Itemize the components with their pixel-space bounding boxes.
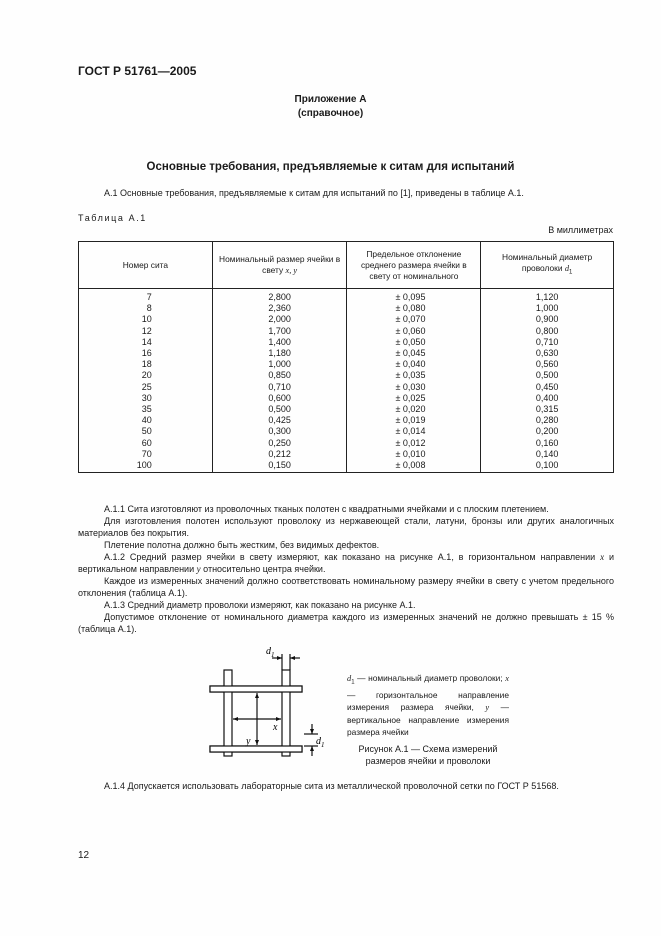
table-row <box>79 326 614 337</box>
cell-sieve-number: 14 <box>79 337 213 348</box>
cell-mesh-size: 0,600 <box>212 393 347 404</box>
table-row <box>79 337 614 348</box>
cell-mesh-size: 0,425 <box>212 415 347 426</box>
col-header-deviation: Предельное отклонение среднего размера ячейки в свету от номинального <box>347 242 481 289</box>
label-y: y <box>246 736 251 747</box>
table-row <box>79 370 614 381</box>
cell-wire-diameter: 0,560 <box>481 359 614 370</box>
cell-deviation: ± 0,080 <box>347 303 481 314</box>
table-row <box>79 314 614 325</box>
cell-sieve-number: 18 <box>79 359 213 370</box>
wire-vertical-left <box>224 670 232 756</box>
paragraph-a13: А.1.3 Средний диаметр проволоки измеряют, как показано на рисунке А.1. <box>104 600 416 610</box>
col-header-wire-diameter-text: Номинальный диаметр проволоки <box>502 251 593 273</box>
wire-horizontal-top-over <box>210 686 302 692</box>
cell-sieve-number: 25 <box>79 382 213 393</box>
wire-vertical-right <box>282 670 290 756</box>
paragraph-a12-part1: А.1.2 Средний размер ячейки в свету измеряют, как показано на рисунке А.1, в горизонтальном направлении <box>104 552 596 562</box>
table-row <box>79 382 614 393</box>
cell-wire-diameter: 0,800 <box>481 326 614 337</box>
col-header-mesh-size-text: Номинальный размер ячейки в свету <box>219 254 341 275</box>
section-title: Основные требования, предъявляемые к ситам для испытаний <box>146 161 515 173</box>
cell-wire-diameter: 0,280 <box>481 415 614 426</box>
legend-d: d <box>347 674 352 683</box>
cell-mesh-size: 0,212 <box>212 449 347 460</box>
wire-horizontal-bottom-over <box>210 746 302 752</box>
cell-deviation: ± 0,014 <box>347 426 481 437</box>
cell-mesh-size: 1,180 <box>212 348 347 359</box>
cell-wire-diameter: 0,200 <box>481 426 614 437</box>
legend-x-text: — горизонтальное направление измерения размера ячейки, <box>347 689 509 713</box>
annex-title: Приложение А <box>294 94 367 105</box>
col-header-sieve-number: Номер сита <box>79 242 213 289</box>
cell-deviation: ± 0,070 <box>347 314 481 325</box>
legend-y: y <box>485 703 490 713</box>
cell-wire-diameter: 0,710 <box>481 337 614 348</box>
paragraph-weave: Плетение полотна должно быть жестким, без видимых дефектов. <box>104 540 380 550</box>
cell-wire-diameter: 0,450 <box>481 382 614 393</box>
paragraph-a12-x: x <box>600 552 605 562</box>
cell-mesh-size: 2,360 <box>212 303 347 314</box>
cell-deviation: ± 0,019 <box>347 415 481 426</box>
table-row <box>79 404 614 415</box>
cell-sieve-number: 7 <box>79 289 213 304</box>
paragraph-tolerance: Допустимое отклонение от номинального диаметра каждого из измеренных значений не должно превышать ± 15 % (таблица А.1). <box>78 612 614 634</box>
cell-sieve-number: 100 <box>79 460 213 473</box>
table-units: В миллиметрах <box>548 225 613 235</box>
table-row <box>79 438 614 449</box>
cell-wire-diameter: 0,400 <box>481 393 614 404</box>
cell-deviation: ± 0,060 <box>347 326 481 337</box>
cell-sieve-number: 60 <box>79 438 213 449</box>
cell-deviation: ± 0,045 <box>347 348 481 359</box>
mesh-diagram <box>200 640 332 760</box>
table-row <box>79 415 614 426</box>
d1v-arrowhead-bottom <box>310 746 314 751</box>
cell-sieve-number: 10 <box>79 314 213 325</box>
col-header-wire-diameter-var: d <box>564 263 570 273</box>
cell-wire-diameter: 0,160 <box>481 438 614 449</box>
paragraph-a12-y: y <box>196 564 201 574</box>
body-text <box>78 503 614 635</box>
paragraph-a12 <box>78 551 614 575</box>
cell-sieve-number: 50 <box>79 426 213 437</box>
table-row <box>79 449 614 460</box>
label-x: x <box>273 722 278 733</box>
label-d1-vertical: $d_1$ <box>316 736 325 749</box>
cell-sieve-number: 70 <box>79 449 213 460</box>
paragraph-a12-part2: и вертикальном направлении <box>78 552 614 574</box>
cell-deviation: ± 0,050 <box>347 337 481 348</box>
cell-wire-diameter: 0,900 <box>481 314 614 325</box>
cell-mesh-size: 0,150 <box>212 460 347 473</box>
cell-mesh-size: 1,000 <box>212 359 347 370</box>
cell-mesh-size: 0,250 <box>212 438 347 449</box>
intro-paragraph: А.1 Основные требования, предъявляемые к ситам для испытаний по [1], приведены в таблице А.1. <box>104 188 524 198</box>
annex-subtitle: (справочное) <box>297 108 364 119</box>
cell-wire-diameter: 1,000 <box>481 303 614 314</box>
paragraph-a14: А.1.4 Допускается использовать лабораторные сита из металлической проволочной сетки по ГОСТ Р 51568. <box>104 781 559 791</box>
d1-arrowhead-left <box>277 656 282 660</box>
figure-legend <box>347 672 509 739</box>
cell-deviation: ± 0,020 <box>347 404 481 415</box>
figure-caption-line1: Рисунок А.1 — Схема измерений <box>358 744 498 754</box>
cell-wire-diameter: 0,630 <box>481 348 614 359</box>
cell-deviation: ± 0,008 <box>347 460 481 473</box>
y-arrowhead-top <box>255 693 259 698</box>
table-row <box>79 359 614 370</box>
page-number: 12 <box>78 850 90 861</box>
cell-mesh-size: 0,850 <box>212 370 347 381</box>
cell-mesh-size: 2,800 <box>212 289 347 304</box>
cell-wire-diameter: 0,140 <box>481 449 614 460</box>
col-header-wire-diameter <box>481 242 614 289</box>
cell-mesh-size: 0,710 <box>212 382 347 393</box>
x-arrowhead-right <box>276 717 281 721</box>
legend-x: x <box>505 674 509 683</box>
col-header-mesh-size-var: x, y <box>285 266 298 275</box>
paragraph-a12-part3: относительно центра ячейки. <box>203 564 326 574</box>
y-arrowhead-bottom <box>255 740 259 745</box>
cell-wire-diameter: 0,100 <box>481 460 614 473</box>
legend-d-sub: 1 <box>351 679 355 686</box>
paragraph-measured-values: Каждое из измеренных значений должно соответствовать номинальному размеру ячейки в свету с учетом предельного отклонения (таблица А.1). <box>78 576 614 598</box>
figure-caption <box>344 743 512 767</box>
cell-mesh-size: 2,000 <box>212 314 347 325</box>
table-caption: Таблица А.1 <box>78 213 147 223</box>
table-row <box>79 426 614 437</box>
paragraph-a11: А.1.1 Сита изготовляют из проволочных тканых полотен с квадратными ячейками и с плоским плетением. <box>104 504 549 514</box>
cell-mesh-size: 1,400 <box>212 337 347 348</box>
d1-arrowhead-right <box>290 656 295 660</box>
x-arrowhead-left <box>233 717 238 721</box>
cell-mesh-size: 0,300 <box>212 426 347 437</box>
legend-d-text: — номинальный диаметр проволоки; <box>357 673 503 683</box>
cell-deviation: ± 0,025 <box>347 393 481 404</box>
cell-deviation: ± 0,040 <box>347 359 481 370</box>
sieve-table <box>78 241 614 473</box>
cell-sieve-number: 30 <box>79 393 213 404</box>
cell-wire-diameter: 0,315 <box>481 404 614 415</box>
cell-sieve-number: 35 <box>79 404 213 415</box>
d1v-arrowhead-top <box>310 729 314 734</box>
cell-deviation: ± 0,010 <box>347 449 481 460</box>
cell-mesh-size: 1,700 <box>212 326 347 337</box>
table-row <box>79 303 614 314</box>
table-body <box>79 289 614 473</box>
label-d1: $d_1$ <box>266 646 275 659</box>
paragraph-materials: Для изготовления полотен используют проволоку из нержавеющей стали, латуни, бронзы или других аналогичных материалов без покрытия. <box>78 516 614 538</box>
cell-sieve-number: 20 <box>79 370 213 381</box>
cell-sieve-number: 16 <box>79 348 213 359</box>
cell-deviation: ± 0,030 <box>347 382 481 393</box>
cell-deviation: ± 0,035 <box>347 370 481 381</box>
table-row <box>79 460 614 473</box>
figure-caption-line2: размеров ячейки и проволоки <box>365 756 491 766</box>
cell-wire-diameter: 0,500 <box>481 370 614 381</box>
cell-wire-diameter: 1,120 <box>481 289 614 304</box>
cell-deviation: ± 0,095 <box>347 289 481 304</box>
cell-mesh-size: 0,500 <box>212 404 347 415</box>
table-row <box>79 289 614 304</box>
table-row <box>79 348 614 359</box>
col-header-wire-diameter-sub: 1 <box>569 269 573 276</box>
col-header-mesh-size <box>212 242 347 289</box>
cell-sieve-number: 40 <box>79 415 213 426</box>
table-row <box>79 393 614 404</box>
document-header: ГОСТ Р 51761—2005 <box>78 64 197 78</box>
legend-y-text: — вертикальное направление измерения размера ячейки <box>347 702 509 738</box>
cell-sieve-number: 12 <box>79 326 213 337</box>
cell-deviation: ± 0,012 <box>347 438 481 449</box>
cell-sieve-number: 8 <box>79 303 213 314</box>
